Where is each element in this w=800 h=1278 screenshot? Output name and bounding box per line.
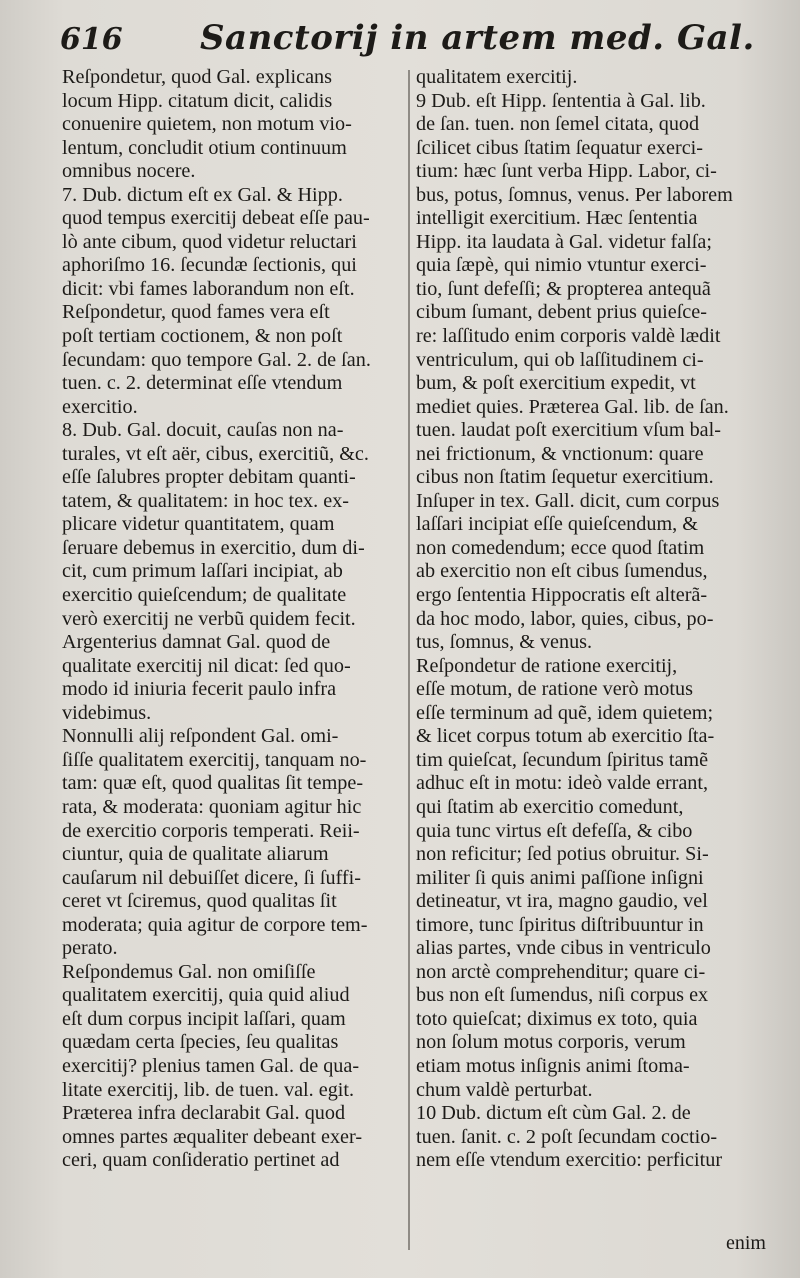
- text-line: non ſolum motus corporis, verum: [416, 1031, 686, 1054]
- text-line: bum, & poſt exercitium expedit, vt: [416, 372, 696, 395]
- text-line: de ſan. tuen. non ſemel citata, quod: [416, 113, 700, 136]
- text-line: non comedendum; ecce quod ſtatim: [416, 536, 705, 559]
- text-line: chum valdè perturbat.: [416, 1078, 593, 1101]
- text-line: tuen. laudat poſt exercitium vſum bal-: [416, 419, 721, 442]
- text-line: eſſe ſalubres propter debitam quanti-: [62, 466, 356, 489]
- text-line: nei frictionum, & vnctionum: quare: [416, 442, 704, 465]
- text-line: mediet quies. Præterea Gal. lib. de ſan.: [416, 395, 729, 418]
- text-line: ſiſſe qualitatem exercitij, tanquam no-: [62, 748, 367, 771]
- text-line: toto quieſcat; diximus ex toto, quia: [416, 1007, 698, 1030]
- text-line: tio, ſunt defeſſi; & propterea antequã: [416, 277, 711, 300]
- text-line: quia tunc virtus eſt defeſſa, & cibo: [416, 819, 693, 842]
- text-line: poſt tertiam coctionem, & non poſt: [62, 325, 343, 348]
- text-line: eſſe motum, de ratione verò motus: [416, 678, 693, 701]
- text-line: tuen. ſanit. c. 2 poſt ſecundam coctio-: [416, 1125, 718, 1148]
- text-line: ciuntur, quia de qualitate aliarum: [62, 843, 329, 866]
- text-line: ceri, quam conſideratio pertinet ad: [62, 1149, 340, 1172]
- text-line: exercitio quieſcendum; de qualitate: [62, 584, 347, 607]
- column-divider: [408, 70, 410, 1250]
- text-line: qui ſtatim ab exercitio comedunt,: [416, 795, 684, 818]
- text-line: qualitatem exercitij, quia quid aliud: [62, 984, 350, 1007]
- text-line: 8. Dub. Gal. docuit, cauſas non na-: [62, 419, 344, 442]
- left-text-column: [62, 66, 406, 1173]
- text-line: exercitio.: [62, 395, 138, 418]
- text-line: videbimus.: [62, 701, 152, 724]
- text-line: tuen. c. 2. determinat eſſe vtendum: [62, 372, 343, 395]
- text-line: cibus non ſtatim ſequetur exercitium.: [416, 466, 714, 489]
- text-line: modo id iniuria fecerit paulo infra: [62, 678, 337, 701]
- text-line: tam: quæ eſt, quod qualitas ſit tempe-: [62, 772, 364, 795]
- text-line: ceret vt ſciremus, quod qualitas ſit: [62, 890, 337, 913]
- text-line: ſcilicet cibus ſtatim ſequatur exerci-: [416, 136, 703, 159]
- text-line: conuenire quietem, non motum vio-: [62, 113, 352, 136]
- text-line: de exercitio corporis temperati. Reii-: [62, 819, 360, 842]
- text-line: tim quieſcat, ſecundum ſpiritus tamẽ: [416, 748, 709, 771]
- text-line: re: laſſitudo enim corporis valdè lædit: [416, 325, 721, 348]
- text-line: quædam certa ſpecies, ſeu qualitas: [62, 1031, 339, 1054]
- text-line: lentum, concludit otium continuum: [62, 136, 347, 159]
- text-line: qualitate exercitij nil dicat: ſed quo-: [62, 654, 351, 677]
- text-line: timore, tunc ſpiritus diſtribuuntur in: [416, 913, 704, 936]
- text-line: plicare videtur quantitatem, quam: [62, 513, 335, 536]
- text-line: alias partes, vnde cibus in ventriculo: [416, 937, 711, 960]
- page-header: [60, 12, 780, 64]
- text-line: bus, potus, ſomnus, venus. Per laborem: [416, 183, 733, 206]
- text-line: litate exercitij, lib. de tuen. val. egit.: [62, 1078, 355, 1101]
- text-line: perato.: [62, 937, 118, 960]
- text-line: Reſpondemus Gal. non omiſiſſe: [62, 960, 316, 983]
- text-line: detineatur, vt ira, magno gaudio, vel: [416, 890, 708, 913]
- text-line: & licet corpus totum ab exercitio ſta-: [416, 725, 715, 748]
- text-line: eſt dum corpus incipit laſſari, quam: [62, 1007, 346, 1030]
- text-line: Reſpondetur, quod Gal. explicans: [62, 66, 332, 88]
- text-line: omnibus nocere.: [62, 160, 196, 183]
- text-line: intelligit exercitium. Hæc ſententia: [416, 207, 698, 230]
- text-line: 9 Dub. eſt Hipp. ſententia à Gal. lib.: [416, 89, 706, 112]
- text-line: dicit: vbi fames laborandum non eſt.: [62, 277, 355, 300]
- text-line: ſecundam: quo tempore Gal. 2. de ſan.: [62, 348, 371, 371]
- text-line: lò ante cibum, quod videtur reluctari: [62, 230, 357, 253]
- text-line: ventriculum, qui ob laſſitudinem ci-: [416, 348, 704, 371]
- text-line: ſeruare debemus in exercitio, dum di-: [62, 536, 365, 559]
- text-line: laſſari incipiat eſſe quieſcendum, &: [416, 513, 698, 536]
- text-line: etiam motus inſignis animi ſtoma-: [416, 1054, 690, 1077]
- text-line: 7. Dub. dictum eſt ex Gal. & Hipp.: [62, 183, 343, 206]
- text-line: militer ſi quis animi paſſione inſigni: [416, 866, 704, 889]
- text-line: turales, vt eſt aër, cibus, exercitiũ, &c.: [62, 442, 369, 465]
- text-line: cibum ſumant, debent prius quieſce-: [416, 301, 707, 324]
- text-line: qualitatem exercitij.: [416, 66, 578, 88]
- text-line: non reficitur; ſed potius obruitur. Si-: [416, 843, 709, 866]
- text-line: adhuc eſt in motu: ideò valde errant,: [416, 772, 709, 795]
- text-line: aphoriſmo 16. ſecundæ ſectionis, qui: [62, 254, 357, 277]
- text-line: tus, ſomnus, & venus.: [416, 631, 593, 654]
- page-number: 616: [60, 22, 123, 57]
- text-line: cauſarum nil debuiſſet dicere, ſi ſuffi-: [62, 866, 361, 889]
- text-line: moderata; quia agitur de corpore tem-: [62, 913, 368, 936]
- text-line: Argenterius damnat Gal. quod de: [62, 631, 331, 654]
- catchword: enim: [726, 1232, 766, 1254]
- text-line: Nonnulli alij reſpondent Gal. omi-: [62, 725, 339, 748]
- text-line: quod tempus exercitij debeat eſſe pau-: [62, 207, 370, 230]
- text-line: rata, & moderata: quoniam agitur hic: [62, 795, 362, 818]
- text-line: 10 Dub. dictum eſt cùm Gal. 2. de: [416, 1102, 691, 1125]
- running-title: Sanctorij in artem med. Gal.: [200, 18, 755, 58]
- text-line: non arctè comprehenditur; quare ci-: [416, 960, 706, 983]
- text-line: locum Hipp. citatum dicit, calidis: [62, 89, 333, 112]
- text-line: eſſe terminum ad quẽ, idem quietem;: [416, 701, 714, 724]
- text-line: Reſpondetur de ratione exercitij,: [416, 654, 678, 677]
- text-line: tium: hæc ſunt verba Hipp. Labor, ci-: [416, 160, 717, 183]
- text-line: Hipp. ita laudata à Gal. videtur falſa;: [416, 230, 712, 253]
- text-line: quia ſæpè, qui nimio vtuntur exerci-: [416, 254, 707, 277]
- text-line: exercitij? plenius tamen Gal. de qua-: [62, 1054, 360, 1077]
- text-line: verò exercitij ne verbũ quidem fecit.: [62, 607, 356, 630]
- text-line: Præterea infra declarabit Gal. quod: [62, 1102, 346, 1125]
- text-line: omnes partes æqualiter debeant exer-: [62, 1125, 363, 1148]
- text-line: nem eſſe vtendum exercitio: perficitur: [416, 1149, 723, 1172]
- right-text-column: [416, 66, 774, 1173]
- text-line: da hoc modo, labor, quies, cibus, po-: [416, 607, 714, 630]
- text-line: tatem, & qualitatem: in hoc tex. ex-: [62, 489, 350, 512]
- text-line: cit, cum primum laſſari incipiat, ab: [62, 560, 343, 583]
- text-line: Reſpondetur, quod fames vera eſt: [62, 301, 330, 324]
- text-line: bus non eſt ſumendus, niſi corpus ex: [416, 984, 709, 1007]
- text-line: ab exercitio non eſt cibus ſumendus,: [416, 560, 708, 583]
- text-line: ergo ſententia Hippocratis eſt alterã-: [416, 584, 708, 607]
- text-line: Inſuper in tex. Gall. dicit, cum corpus: [416, 489, 720, 512]
